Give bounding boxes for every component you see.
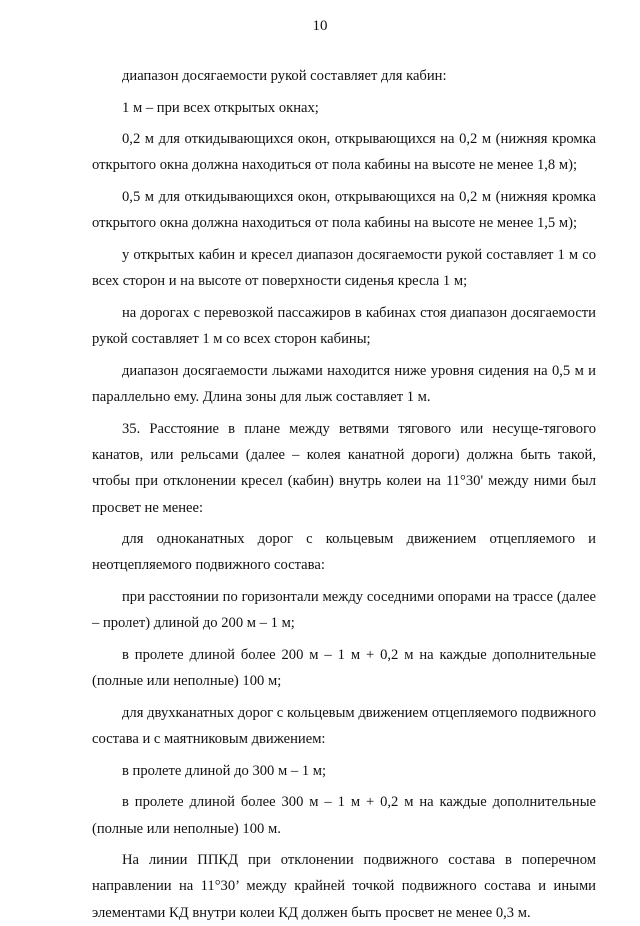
paragraph-reach-tilt-windows-1-5: 0,5 м для откидывающихся окон, открывающихся на 0,2 м (нижняя кромка открытого окна должна находиться от пола кабины на высоте не менее 1,5 м); xyxy=(92,189,596,232)
paragraph-reach-open-cabins-chairs: у открытых кабин и кресел диапазон досягаемости рукой составляет 1 м со всех сторон и на высоте от поверхности сиденья кресла 1 м; xyxy=(92,246,596,290)
paragraph-ppkd-line-clearance: На линии ППКД при отклонении подвижного состава в поперечном направлении на 11°30’ между крайней точкой подвижного состава и иными элементами КД внутри колеи КД должен быть просвет не менее 0,3 м. xyxy=(92,852,596,921)
paragraph-reach-cabins-intro: диапазон досягаемости рукой составляет для кабин: xyxy=(122,68,447,84)
paragraph-span-up-to-200: при расстоянии по горизонтали между соседними опорами на трассе (далее – пролет) длиной до 200 м – 1 м; xyxy=(92,589,596,632)
paragraph-monocable-roads: для одноканатных дорог с кольцевым движением отцепляемого и неотцепляемого подвижного состава: xyxy=(92,531,596,574)
paragraph-span-up-to-300: в пролете длиной до 300 м – 1 м; xyxy=(122,762,327,779)
page-number: 10 xyxy=(312,18,328,34)
paragraph-clause-35: 35. Расстояние в плане между ветвями тягового или несуще-тягового канатов, или рельсами (далее – колея канатной дороги) должна быть такой, чтобы при отклонении кресел (кабин) внутрь колеи на 11°30' между ними был просвет не менее: xyxy=(92,420,596,516)
paragraph-reach-standing-passengers: на дорогах с перевозкой пассажиров в кабинах стоя диапазон досягаемости рукой составляет 1 м со всех сторон кабины; xyxy=(92,304,596,348)
paragraph-reach-open-windows: 1 м – при всех открытых окнах; xyxy=(122,99,319,116)
paragraph-span-over-300: в пролете длиной более 300 м – 1 м + 0,2 м на каждые дополнительные (полные или неполные) 100 м. xyxy=(92,794,596,837)
document-body xyxy=(92,63,596,926)
paragraph-bicable-roads: для двухканатных дорог с кольцевым движением отцепляемого подвижного состава и с маятниковым движением: xyxy=(92,704,596,748)
paragraph-reach-tilt-windows-1-8: 0,2 м для откидывающихся окон, открывающихся на 0,2 м (нижняя кромка открытого окна должна находиться от пола кабины на высоте не менее 1,8 м); xyxy=(92,131,596,174)
paragraph-span-over-200: в пролете длиной более 200 м – 1 м + 0,2 м на каждые дополнительные (полные или неполные) 100 м; xyxy=(92,646,596,690)
paragraph-reach-skis: диапазон досягаемости лыжами находится ниже уровня сидения на 0,5 м и параллельно ему. Длина зоны для лыж составляет 1 м. xyxy=(92,362,596,406)
